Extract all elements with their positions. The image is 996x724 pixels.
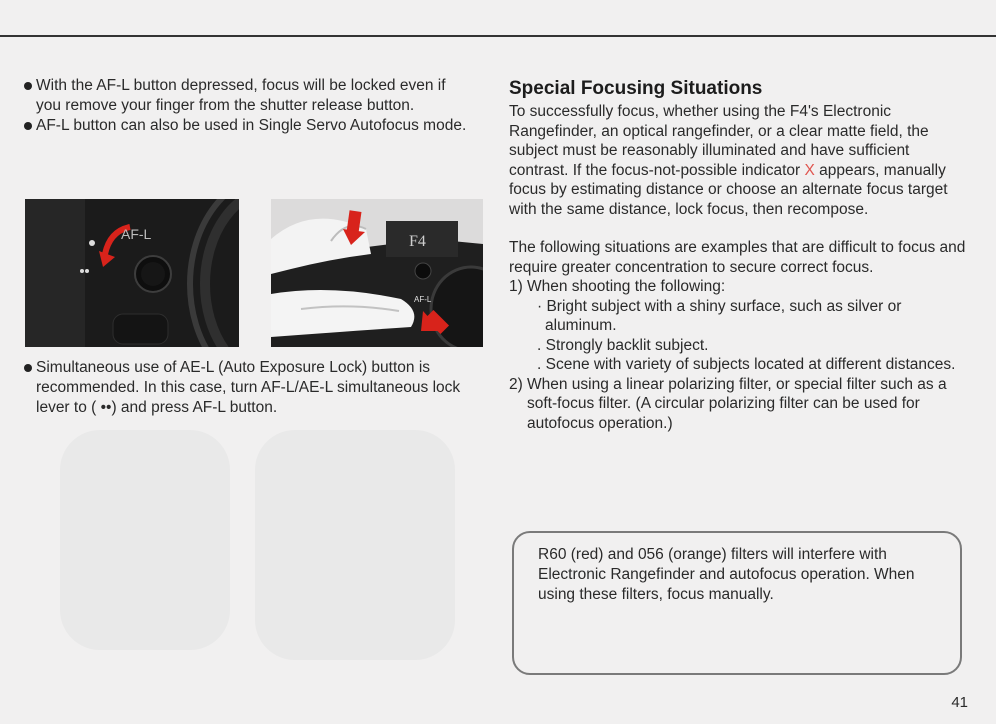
bullet-item — [24, 358, 469, 418]
f4-brand: F4 — [409, 233, 426, 250]
sub-item: · Bright subject with a shiny surface, such as silver or aluminum. — [537, 297, 902, 334]
page-number: 41 — [951, 694, 968, 711]
note-text: R60 (red) and 056 (orange) filters will interfere with Electronic Rangefinder and autofocus operation. When using these filters, focus manually. — [538, 546, 915, 603]
section-heading: Special Focusing Situations — [509, 78, 763, 99]
bullet-dot — [24, 364, 32, 372]
list-number: 1) — [509, 278, 523, 295]
sub-item: . Scene with variety of subjects located at different distances. — [537, 356, 956, 373]
bullet-text: AF-L button can also be used in Single Servo Autofocus mode. — [36, 117, 467, 134]
af-l-button-photo — [25, 199, 239, 347]
bullet-text: Simultaneous use of AE-L (Auto Exposure Lock) button is recommended. In this case, turn AF-L/AE-L simultaneous lock lever to ( ••) and press AF-L button. — [36, 359, 461, 416]
right-column — [509, 78, 969, 433]
list-item — [509, 277, 969, 375]
top-rule — [0, 35, 996, 37]
camera-hands-photo — [271, 199, 483, 347]
background-ghost-shape — [60, 430, 230, 650]
af-l-button-label: AF-L — [414, 295, 432, 304]
intro-paragraph — [509, 102, 969, 219]
list-number: 2) — [509, 375, 523, 393]
situations-list — [509, 277, 969, 433]
af-l-label: AF-L — [121, 226, 152, 242]
bullet-dot — [24, 122, 32, 130]
bullet-item — [24, 76, 469, 116]
left-column-top — [24, 76, 469, 136]
background-ghost-shape — [255, 430, 455, 660]
list-item-text: When using a linear polarizing filter, or special filter such as a soft-focus filter. (A circular polarizing filter can be used for autofocus operation.) — [527, 375, 947, 432]
list-item — [509, 375, 969, 434]
list-item-text: When shooting the following: — [527, 278, 726, 295]
examples-intro: The following situations are examples that are difficult to focus and require greater concentration to secure correct focus. — [509, 239, 966, 276]
focus-not-possible-indicator: X — [804, 161, 815, 179]
filter-note-box — [512, 531, 962, 675]
bullet-text: With the AF-L button depressed, focus will be locked even if you remove your finger from the shutter release button. — [36, 77, 446, 114]
left-column-bottom — [24, 358, 469, 418]
bullet-dot — [24, 82, 32, 90]
bullet-item — [24, 116, 469, 136]
intro-text-continued: appears, manually focus by estimating distance or choose an alternate focus target with the same distance, lock focus, then recompose. — [509, 161, 948, 218]
sub-item: . Strongly backlit subject. — [537, 336, 709, 354]
intro-text: To successfully focus, whether using the F4's Electronic Rangefinder, an optical rangefinder, or a clear matte field, the subject must be reasonably illuminated and have sufficient contrast. If the focus-not-possible indicator — [509, 103, 929, 179]
